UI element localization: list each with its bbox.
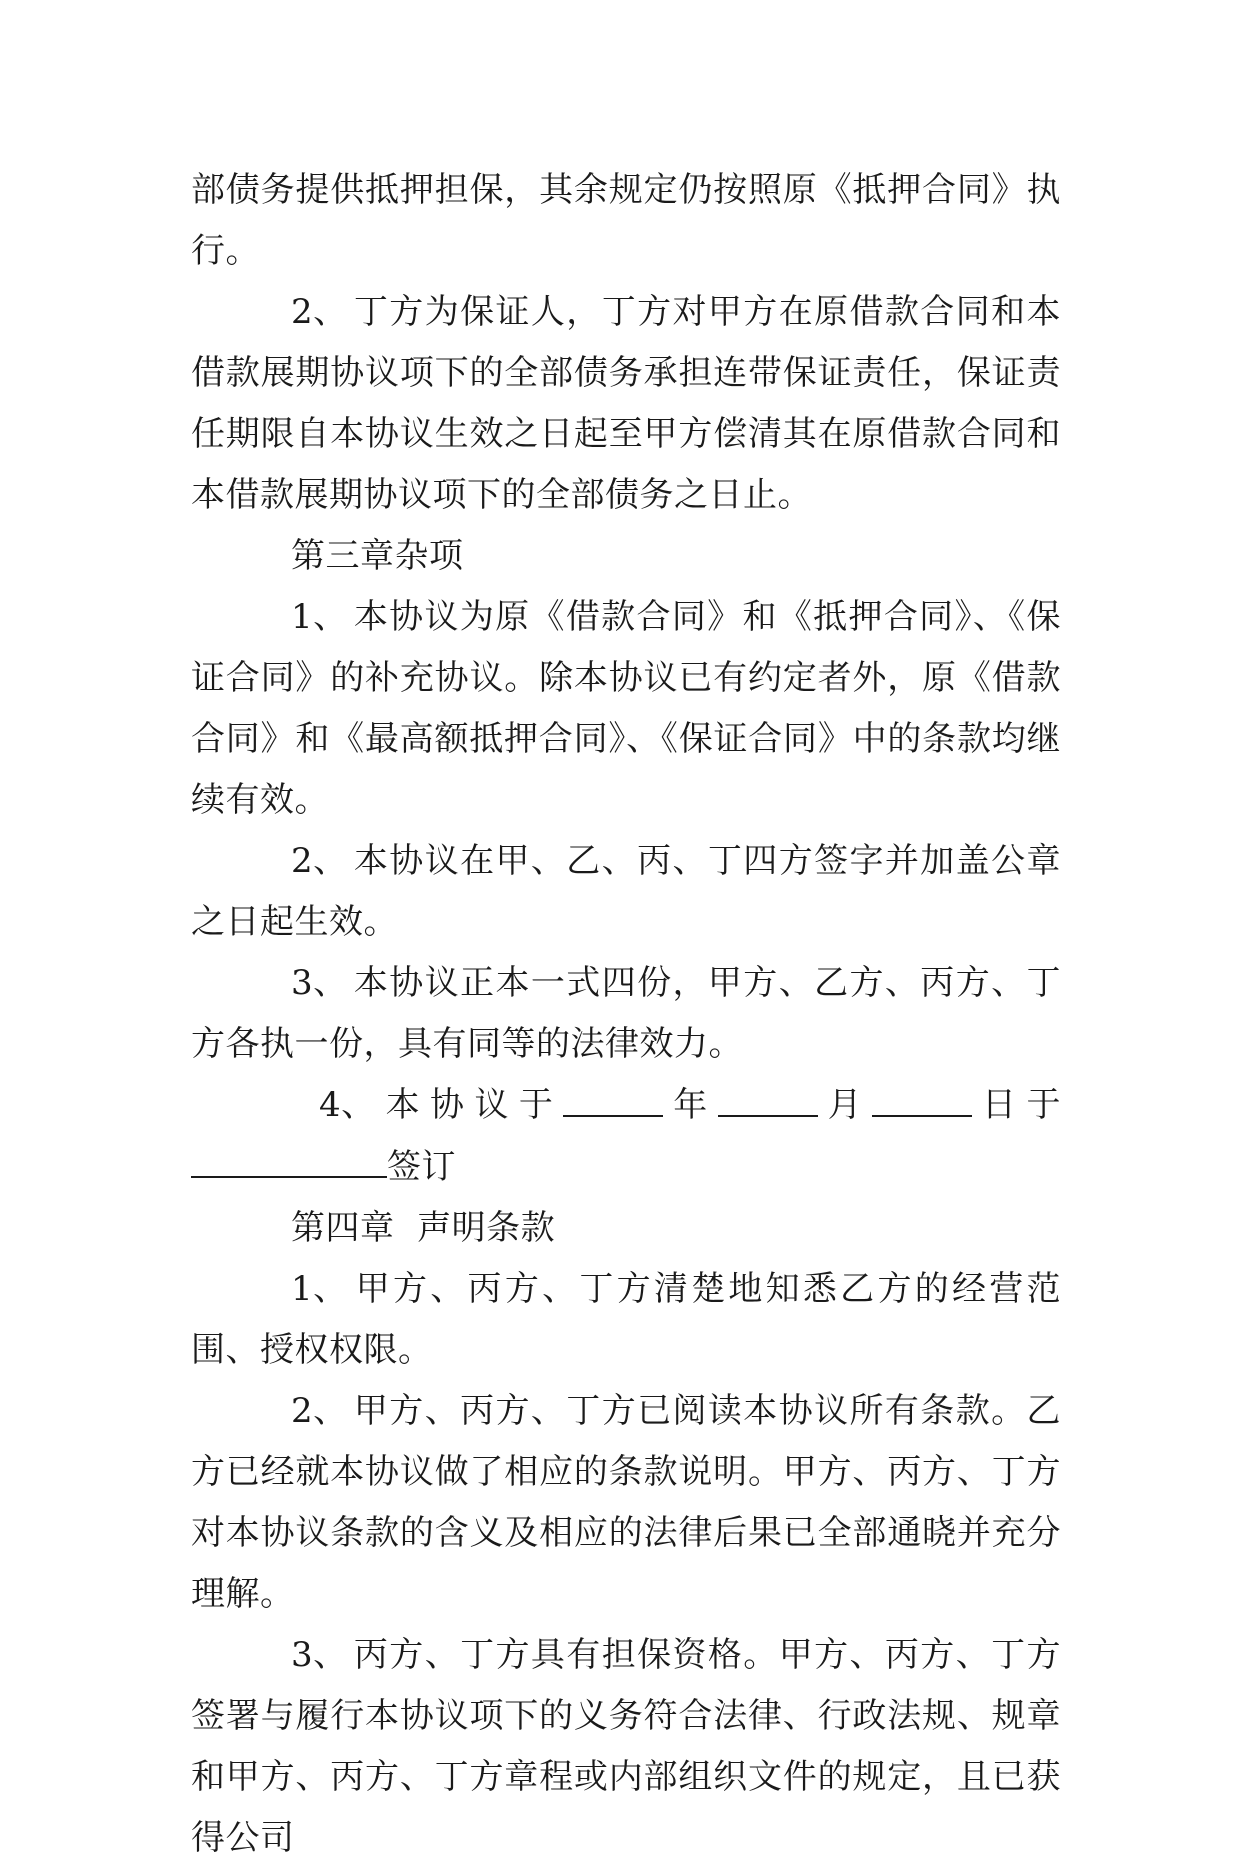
document-body [191, 160, 1061, 1869]
chapter-4-clause-2 [191, 1381, 1061, 1625]
clause-number: 1、 [291, 1269, 348, 1309]
clause-text: 本协议在甲、乙、丙、丁四方签字并加盖公章之日起生效。 [191, 841, 1061, 942]
clause-text: 丁方为保证人，丁方对甲方在原借款合同和本借款展期协议项下的全部债务承担连带保证责任，保证责任期限自本协议生效之日起至甲方偿清其在原借款合同和本借款展期协议项下的全部债务之日止。 [191, 292, 1061, 515]
paragraph-continuation [191, 160, 1061, 282]
chapter-3-clause-4-date-line [191, 1075, 1061, 1136]
clause-word: 于 [518, 1085, 554, 1125]
clause-number: 2、 [291, 841, 348, 881]
clause-word: 本 [385, 1085, 421, 1125]
chapter-title: 第三章杂项 [291, 536, 464, 576]
chapter-4-heading [191, 1198, 1061, 1259]
clause-word: 议 [474, 1085, 509, 1125]
clause-word: 于 [1026, 1085, 1061, 1125]
chapter-title: 第四章 声明条款 [291, 1208, 556, 1248]
month-label: 月 [827, 1085, 863, 1125]
clause-word: 协 [430, 1085, 465, 1125]
chapter-4-clause-1 [191, 1259, 1061, 1381]
clause-text: 丙方、丁方具有担保资格。甲方、丙方、丁方签署与履行本协议项下的义务符合法律、行政法规、规章和甲方、丙方、丁方章程或内部组织文件的规定，且已获得公司 [191, 1635, 1061, 1858]
clause-text: 本协议为原《借款合同》和《抵押合同》、《保证合同》的补充协议。除本协议已有约定者外，原《借款合同》和《最高额抵押合同》、《保证合同》中的条款均继续有效。 [191, 597, 1061, 820]
clause-text: 甲方、丙方、丁方已阅读本协议所有条款。乙方已经就本协议做了相应的条款说明。甲方、丙方、丁方对本协议条款的含义及相应的法律后果已全部通晓并充分理解。 [191, 1391, 1061, 1614]
signing-place-line [191, 1136, 1061, 1198]
chapter-3-clause-2 [191, 831, 1061, 953]
clause-number: 4、 [319, 1085, 376, 1125]
month-blank [718, 1075, 818, 1117]
chapter-3-clause-1 [191, 587, 1061, 831]
clause-number: 3、 [291, 1635, 348, 1675]
clause-2-guarantor [191, 282, 1061, 526]
day-blank [872, 1075, 972, 1117]
signed-label: 签订 [387, 1147, 456, 1187]
clause-number: 2、 [291, 292, 348, 332]
clause-text: 本协议正本一式四份，甲方、乙方、丙方、丁方各执一份，具有同等的法律效力。 [191, 963, 1061, 1064]
clause-number: 1、 [291, 597, 348, 637]
clause-text: 甲方、丙方、丁方清楚地知悉乙方的经营范围、授权权限。 [191, 1269, 1061, 1370]
year-blank [563, 1075, 663, 1117]
year-label: 年 [673, 1085, 708, 1125]
chapter-3-heading [191, 526, 1061, 587]
paragraph-text: 部债务提供抵押担保，其余规定仍按照原《抵押合同》执行。 [191, 170, 1061, 271]
place-blank [191, 1136, 387, 1178]
day-label: 日 [982, 1085, 1017, 1125]
clause-number: 2、 [291, 1391, 348, 1431]
clause-number: 3、 [291, 963, 348, 1003]
chapter-3-clause-3 [191, 953, 1061, 1075]
chapter-4-clause-3 [191, 1625, 1061, 1869]
